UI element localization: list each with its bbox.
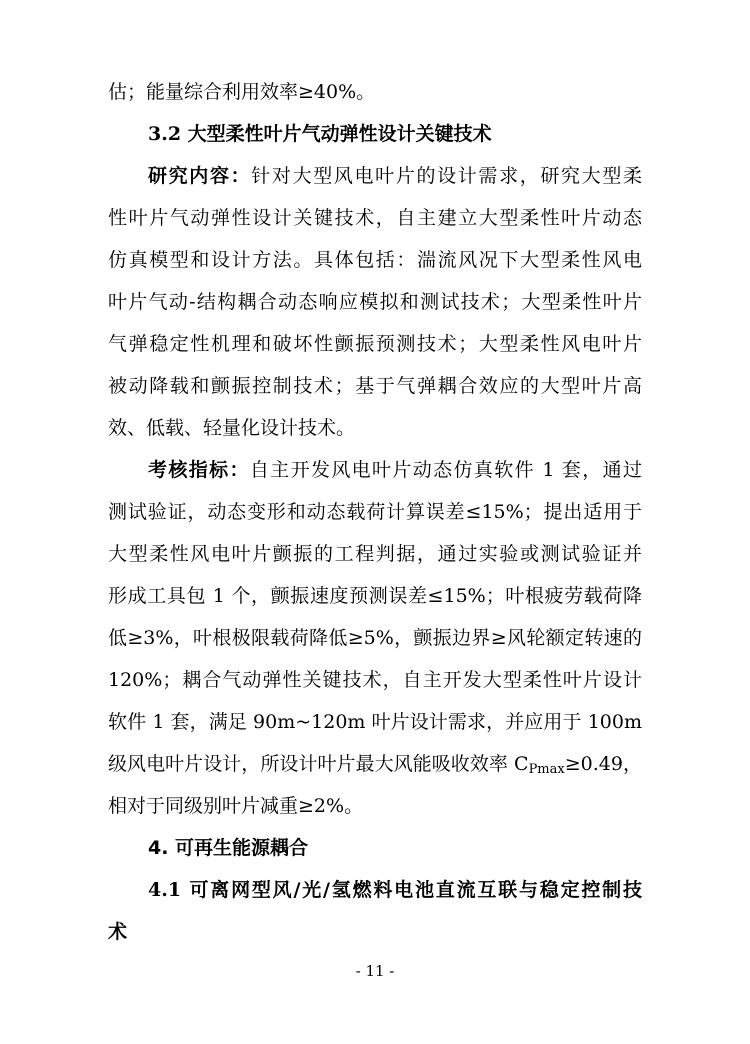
page-number: - 11 -	[355, 962, 395, 980]
text-line: 估；能量综合利用效率≥40%。	[108, 81, 376, 103]
text-line: 叶片气动-结构耦合动态响应模拟和测试技术；大型柔性叶片	[108, 291, 642, 313]
text-line: 低≥3%，叶根极限载荷降低≥5%，颤振边界≥风轮额定转速的	[108, 627, 642, 649]
section-heading-4-1-line-1: 4.1 可离网型风/光/氢燃料电池直流互联与稳定控制技	[148, 879, 642, 901]
text-line: 气弹稳定性机理和破坏性颤振预测技术；大型柔性风电叶片	[108, 333, 642, 355]
subscript-pmax: Pmax	[528, 762, 565, 777]
text-line: 性叶片气动弹性设计关键技术，自主建立大型柔性叶片动态	[108, 207, 642, 229]
text-line: 形成工具包 1 个，颤振速度预测误差≤15%；叶根疲劳载荷降	[108, 585, 642, 607]
text-line: 被动降载和颤振控制技术；基于气弹耦合效应的大型叶片高	[108, 375, 642, 397]
assessment-metrics-label: 考核指标：	[148, 459, 250, 481]
text-line: 仿真模型和设计方法。具体包括：湍流风况下大型柔性风电	[108, 249, 642, 271]
text-segment: 级风电叶片设计，所设计叶片最大风能吸收效率 C	[108, 753, 529, 775]
section-heading-3-2: 3.2 大型柔性叶片气动弹性设计关键技术	[148, 123, 492, 145]
text-line: 120%；耦合气动弹性关键技术，自主开发大型柔性叶片设计	[108, 669, 642, 691]
text-line: 软件 1 套，满足 90m~120m 叶片设计需求，并应用于 100m	[108, 711, 642, 733]
text-line: 大型柔性风电叶片颤振的工程判据，通过实验或测试验证并	[108, 543, 642, 565]
text-segment: 自主开发风电叶片动态仿真软件 1 套，通过	[249, 459, 642, 481]
research-content-label: 研究内容：	[148, 165, 252, 187]
text-segment: 针对大型风电叶片的设计需求，研究大型柔	[251, 165, 642, 187]
text-segment: ≥0.49，	[564, 753, 642, 775]
text-line: 效、低载、轻量化设计技术。	[108, 417, 356, 439]
paragraph-metrics-line-1	[108, 456, 642, 484]
text-line: 测试验证，动态变形和动态载荷计算误差≤15%；提出适用于	[108, 501, 642, 523]
text-line-with-subscript	[108, 750, 642, 784]
text-line: 相对于同级别叶片减重≥2%。	[108, 795, 364, 817]
section-heading-4-1-line-2: 术	[108, 921, 128, 943]
paragraph-research-line-1	[108, 162, 642, 190]
section-heading-4: 4. 可再生能源耦合	[148, 837, 309, 859]
